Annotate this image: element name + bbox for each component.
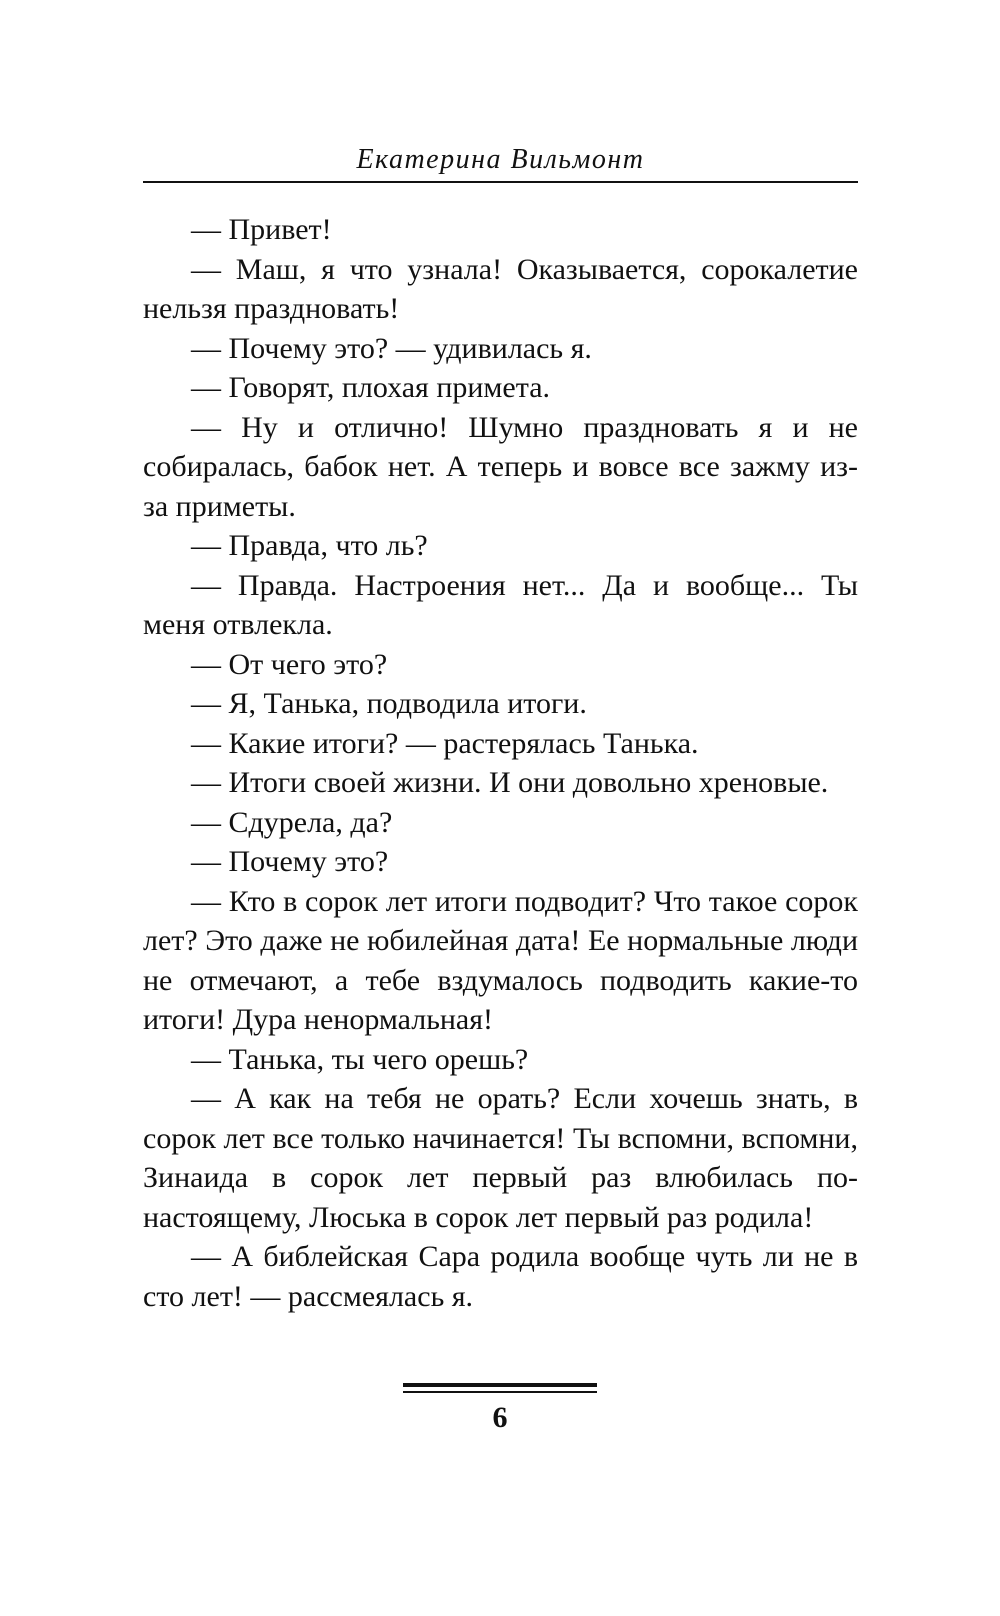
footer-double-rule (403, 1383, 597, 1393)
paragraph: — Кто в сорок лет итоги подводит? Что такое сорок лет? Это даже не юбилейная дата! Ее нормальные люди не отмечают, а тебе вздумалось подводить какие-то итоги! Дура ненормальная! (143, 884, 858, 1036)
paragraph: — Говорят, плохая примета. (191, 371, 551, 404)
paragraph: — Почему это? — удивилась я. (191, 331, 592, 365)
paragraph: — Ну и отлично! Шумно праздновать я и не собиралась, бабок нет. А теперь и вовсе все зажму из-за приметы. (143, 410, 858, 523)
paragraph: — Правда, что ль? (191, 529, 428, 562)
paragraph: — Почему это? (191, 845, 389, 878)
paragraph: — Итоги своей жизни. И они довольно хреновые. (191, 766, 829, 799)
paragraph: — А библейская Сара родила вообще чуть ли не в сто лет! — рассмеялась я. (143, 1240, 858, 1313)
paragraph: — Правда. Настроения нет... Да и вообще... Ты меня отвлекла. (143, 568, 858, 641)
paragraph: — От чего это? (191, 647, 388, 681)
running-head-author: Екатерина Вильмонт (356, 144, 645, 175)
paragraph: — Какие итоги? — растерялась Танька. (191, 726, 699, 760)
paragraph: — Я, Танька, подводила итоги. (191, 687, 587, 720)
header-rule (143, 181, 858, 183)
paragraph: — Привет! (191, 213, 332, 246)
body-text (143, 210, 858, 1316)
paragraph: — Сдурела, да? (191, 805, 393, 839)
paragraph: — А как на тебя не орать? Если хочешь знать, в сорок лет все только начинается! Ты вспомни, вспомни, Зинаида в сорок лет первый раз влюбилась по-настоящему, Люська в сорок лет первый раз родила! (143, 1082, 858, 1234)
paragraph: — Танька, ты чего орешь? (191, 1042, 529, 1076)
page-number: 6 (492, 1401, 508, 1434)
paragraph: — Маш, я что узнала! Оказывается, сорокалетие нельзя праздновать! (143, 252, 858, 325)
